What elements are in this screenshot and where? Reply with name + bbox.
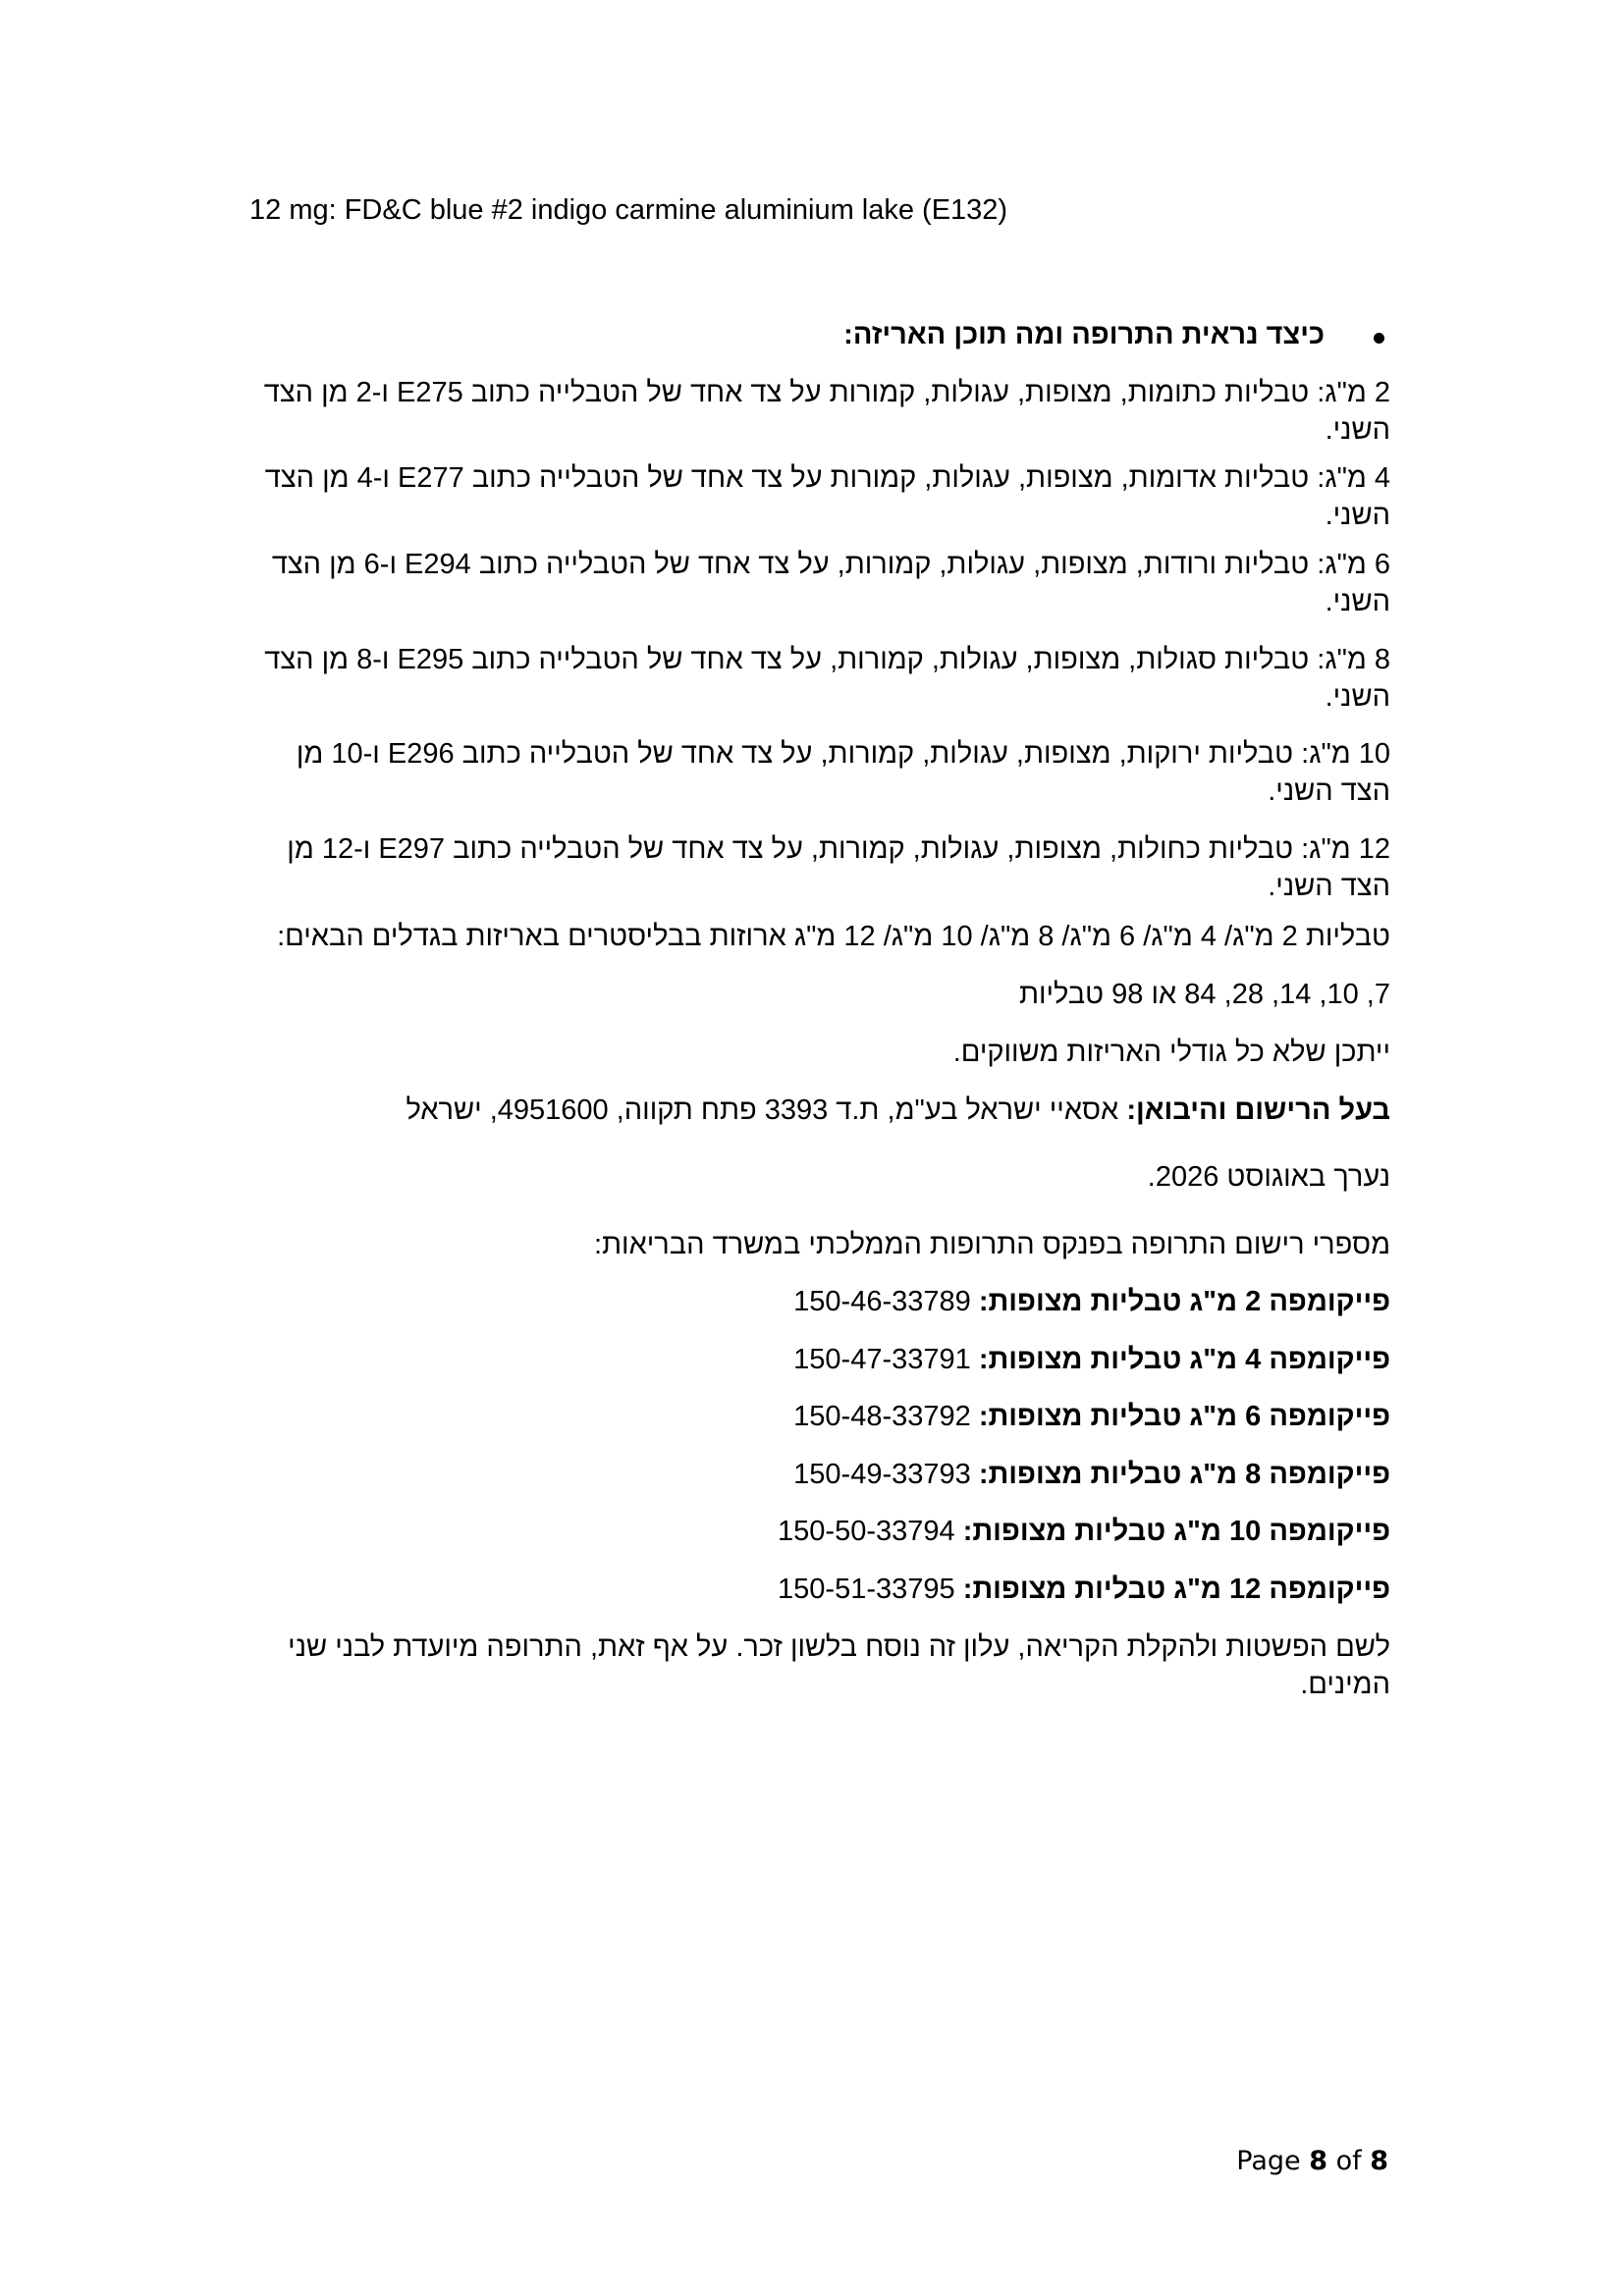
page-number-footer bbox=[1236, 2146, 1388, 2176]
tablet-description-2mg: 2 מ"ג: טבליות כתומות, מצופות, עגולות, קמורות על צד אחד של הטבלייה כתוב E275 ו-2 מן הצד השני. bbox=[263, 377, 1390, 446]
gender-note: לשם הפשטות ולהקלת הקריאה, עלון זה נוסח בלשון זכר. על אף זאת, התרופה מיועדת לבני שני המינים. bbox=[288, 1631, 1390, 1700]
registration-label: פייקומפה 8 מ"ג טבליות מצופות: bbox=[978, 1459, 1390, 1490]
registration-10mg bbox=[778, 1513, 1390, 1550]
footer-middle: of bbox=[1327, 2146, 1371, 2176]
registration-number: 150-47-33791 bbox=[793, 1344, 979, 1375]
footer-prefix: Page bbox=[1236, 2146, 1310, 2176]
registry-intro: מספרי רישום התרופה בפנקס התרופות הממלכתי במשרד הבריאות: bbox=[593, 1229, 1390, 1260]
tablet-description-10mg: 10 מ"ג: טבליות ירוקות, מצופות, עגולות, קמורות, על צד אחד של הטבלייה כתוב E296 ו-10 מן הצד השני. bbox=[296, 738, 1390, 807]
bullet-icon bbox=[1374, 333, 1384, 344]
tablet-description-4mg: 4 מ"ג: טבליות אדומות, מצופות, עגולות, קמורות על צד אחד של הטבלייה כתוב E277 ו-4 מן הצד השני. bbox=[264, 462, 1390, 531]
holder-label: בעל הרישום והיבואן: bbox=[1126, 1095, 1390, 1126]
packaging-line: טבליות 2 מ"ג/ 4 מ"ג/ 6 מ"ג/ 8 מ"ג/ 10 מ"ג/ 12 מ"ג ארוזות בבליסטרים באריזות בגדלים הבאים: bbox=[277, 921, 1390, 952]
registration-label: פייקומפה 4 מ"ג טבליות מצופות: bbox=[978, 1344, 1390, 1375]
colorant-line: 12 mg: FD&C blue #2 indigo carmine aluminium lake (E132) bbox=[249, 194, 1008, 226]
registration-2mg bbox=[793, 1283, 1390, 1320]
registration-label: פייקומפה 10 מ"ג טבליות מצופות: bbox=[962, 1516, 1390, 1547]
marketing-note: ייתכן שלא כל גודלי האריזות משווקים. bbox=[952, 1037, 1390, 1068]
registration-8mg bbox=[793, 1456, 1390, 1493]
footer-total-pages: 8 bbox=[1370, 2146, 1388, 2176]
tablet-description-12mg: 12 מ"ג: טבליות כחולות, מצופות, עגולות, קמורות, על צד אחד של הטבלייה כתוב E297 ו-12 מן הצד השני. bbox=[287, 833, 1390, 902]
tablet-description-8mg: 8 מ"ג: טבליות סגולות, מצופות, עגולות, קמורות, על צד אחד של הטבלייה כתוב E295 ו-8 מן הצד השני. bbox=[264, 644, 1390, 713]
registration-number: 150-46-33789 bbox=[793, 1286, 979, 1317]
registration-label: פייקומפה 2 מ"ג טבליות מצופות: bbox=[978, 1286, 1390, 1317]
registration-label: פייקומפה 6 מ"ג טבליות מצופות: bbox=[978, 1401, 1390, 1432]
pack-sizes: 7, 10, 14, 28, 84 או 98 טבליות bbox=[1018, 979, 1390, 1010]
registration-number: 150-51-33795 bbox=[778, 1574, 963, 1605]
registration-6mg bbox=[793, 1398, 1390, 1435]
registration-label: פייקומפה 12 מ"ג טבליות מצופות: bbox=[962, 1574, 1390, 1605]
tablet-description-6mg: 6 מ"ג: טבליות ורודות, מצופות, עגולות, קמורות, על צד אחד של הטבלייה כתוב E294 ו-6 מן הצד השני. bbox=[271, 549, 1390, 617]
revised-date: נערך באוגוסט 2026. bbox=[1147, 1161, 1390, 1193]
holder-value: אסאיי ישראל בע"מ, ת.ד 3393 פתח תקווה, 4951600, ישראל bbox=[406, 1095, 1127, 1126]
registration-4mg bbox=[793, 1341, 1390, 1378]
footer-current-page: 8 bbox=[1309, 2146, 1327, 2176]
registration-number: 150-48-33792 bbox=[793, 1401, 979, 1432]
registration-number: 150-50-33794 bbox=[778, 1516, 963, 1547]
registration-holder bbox=[406, 1092, 1390, 1129]
appearance-heading: כיצד נראית התרופה ומה תוכן האריזה: bbox=[843, 319, 1325, 350]
registration-number: 150-49-33793 bbox=[793, 1459, 979, 1490]
registration-12mg bbox=[778, 1571, 1390, 1608]
